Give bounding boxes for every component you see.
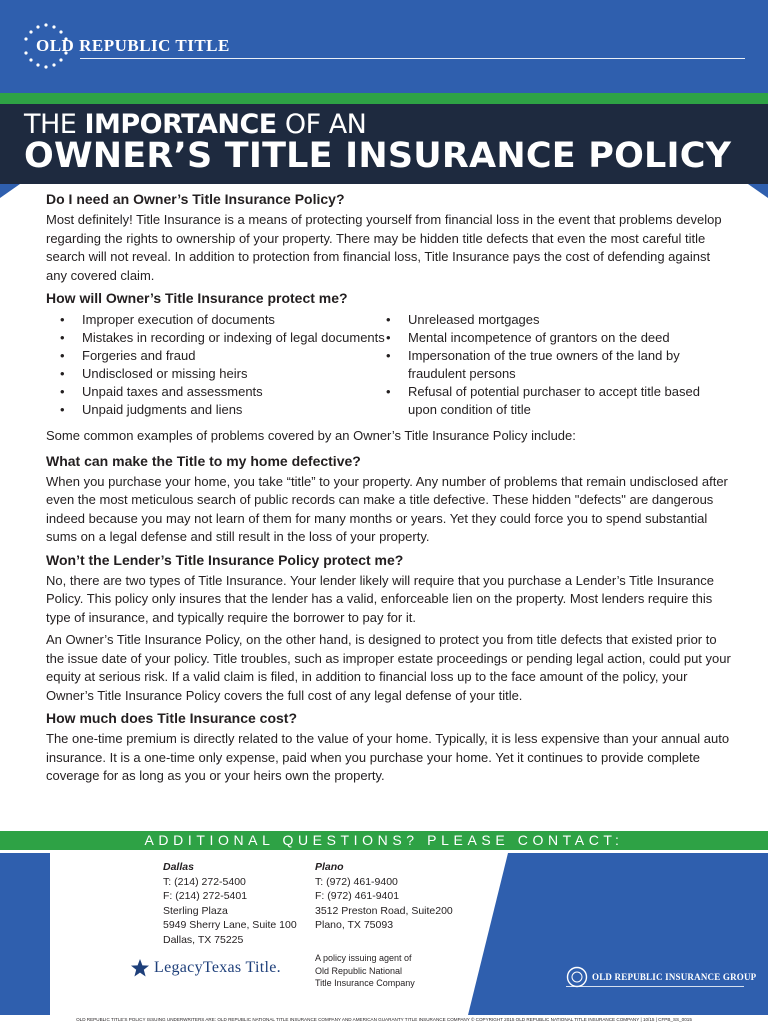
seal-icon [566, 966, 588, 988]
list-item: • Undisclosed or missing heirs [60, 365, 386, 383]
office-fax: F: (214) 272-5401 [163, 890, 248, 902]
agent-note-line: Old Republic National [315, 965, 403, 976]
question-heading: How will Owner’s Title Insurance protect me? [46, 290, 348, 306]
answer-paragraph: The one-time premium is directly related to the value of your home. Typically, it is less expensive than your annual auto insurance. It is a one-time only expense, paid when you purchase your home. Yet it continues to provide complete coverage for as long as you or your heirs own the property. [46, 731, 730, 783]
agent-note-line: Title Insurance Company [315, 978, 415, 988]
corner-fold-right [748, 184, 768, 198]
list-item: • Mistakes in recording or indexing of legal documents [60, 329, 386, 347]
office-fax: F: (972) 461-9401 [315, 890, 400, 902]
list-item: • Unreleased mortgages [386, 311, 726, 329]
header-divider [80, 58, 745, 59]
question-heading: Won’t the Lender’s Title Insurance Policy protect me? [46, 551, 404, 568]
legal-footer: OLD REPUBLIC TITLE'S POLICY ISSUING UNDERWRITERS ARE: OLD REPUBLIC NATIONAL TITLE INSURANCE COMPANY AND AMERICAN GUARANTY TITLE INSURANCE COMPANY © COPYRIGHT 2015 OLD REPUBLIC NATIONAL TITLE INSURANCE COMPANY | 10/15 | CFPB_SS_0015 [0, 1015, 768, 1024]
office-phone: T: (214) 272-5400 [163, 875, 246, 888]
list-item: • Improper execution of documents [60, 311, 386, 329]
list-item: • Unpaid taxes and assessments [60, 383, 386, 401]
office-dallas [163, 860, 297, 947]
brand-name: OLD REPUBLIC TITLE [36, 36, 230, 55]
title-bold: IMPORTANCE [84, 109, 277, 140]
star-icon [130, 958, 150, 978]
answer-paragraph: When you purchase your home, you take “title” to your property. Any number of problems that remain undisclosed after even the most meticulous search of public records can make a title defective. These hidden "defects" are dangerous indeed because you may not learn of them for many months or years. Yet they could force you to spend substantial sums on a legal defense and still result in the loss of your property. [46, 473, 728, 544]
question-heading: What can make the Title to my home defective? [46, 452, 361, 469]
agent-note-line: A policy issuing agent of [315, 953, 412, 963]
answer-paragraph: No, there are two types of Title Insurance. Your lender likely will require that you purchase a Lender’s Title Insurance Policy. This policy only insures that the lender has a valid, enforceable lien on the property. Most lenders require this type of insurance, and typically require the borrower to pay for it. [46, 572, 714, 625]
legacytexas-name: LegacyTexas Title. [154, 959, 281, 976]
footer-blue-right [468, 853, 768, 1015]
office-city: Plano [315, 861, 344, 873]
coverage-list-left [46, 311, 386, 419]
office-phone: T: (972) 461-9400 [315, 875, 398, 888]
list-item: • Unpaid judgments and liens [60, 401, 386, 419]
office-plano [315, 860, 453, 933]
org-name: OLD REPUBLIC INSURANCE GROUP [592, 972, 757, 982]
title-prefix: THE [24, 109, 85, 140]
contact-banner: ADDITIONAL QUESTIONS? PLEASE CONTACT: [0, 831, 768, 850]
org-divider [566, 986, 744, 987]
office-street: 3512 Preston Road, Suite200 [315, 904, 453, 917]
list-item: • Forgeries and fraud [60, 347, 386, 365]
office-street: 5949 Sherry Lane, Suite 100 [163, 919, 297, 931]
office-building: Sterling Plaza [163, 904, 228, 917]
office-citystate: Plano, TX 75093 [315, 919, 394, 931]
answer-paragraph: An Owner’s Title Insurance Policy, on the other hand, is designed to protect you from title defects that existed prior to the issue date of your policy. Title troubles, such as improper estate proceedings or pending legal action, could put your equity at serious risk. If a valid claim is filed, in addition to financial loss up to the face amount of the policy, your Owner’s Title Insurance Policy covers the full cost of any legal defense of your title. [46, 632, 731, 703]
question-heading: How much does Title Insurance cost? [46, 710, 298, 726]
coverage-list-right [386, 311, 726, 419]
office-city: Dallas [163, 861, 194, 873]
examples-note: Some common examples of problems covered by an Owner’s Title Insurance Policy include: [46, 428, 576, 443]
list-item: • Impersonation of the true owners of the land by fraudulent persons [386, 347, 726, 383]
question-heading: Do I need an Owner’s Title Insurance Policy? [46, 191, 345, 207]
list-item: • Mental incompetence of grantors on the deed [386, 329, 726, 347]
coverage-list [46, 311, 732, 419]
list-item: • Refusal of potential purchaser to accept title based upon condition of title [386, 383, 726, 419]
corner-fold-left [0, 184, 20, 198]
title-suffix: OF AN [276, 109, 367, 140]
office-citystate: Dallas, TX 75225 [163, 933, 244, 946]
old-republic-insurance-group-logo [566, 966, 756, 988]
article-body [46, 190, 732, 790]
answer-paragraph: Most definitely! Title Insurance is a means of protecting yourself from financial loss in the event that problems develop regarding the rights to ownership of your property. There may be hidden title defects that even the most careful title search will not reveal. In addition to protection from financial loss, Title Insurance pays the cost of defending against any covered claim. [46, 212, 722, 283]
legacytexas-logo [130, 958, 281, 978]
footer-blue-left [0, 853, 50, 1015]
agent-note [315, 952, 415, 990]
page-title: OWNER’S TITLE INSURANCE POLICY [24, 136, 732, 176]
green-divider-strip [0, 93, 768, 104]
